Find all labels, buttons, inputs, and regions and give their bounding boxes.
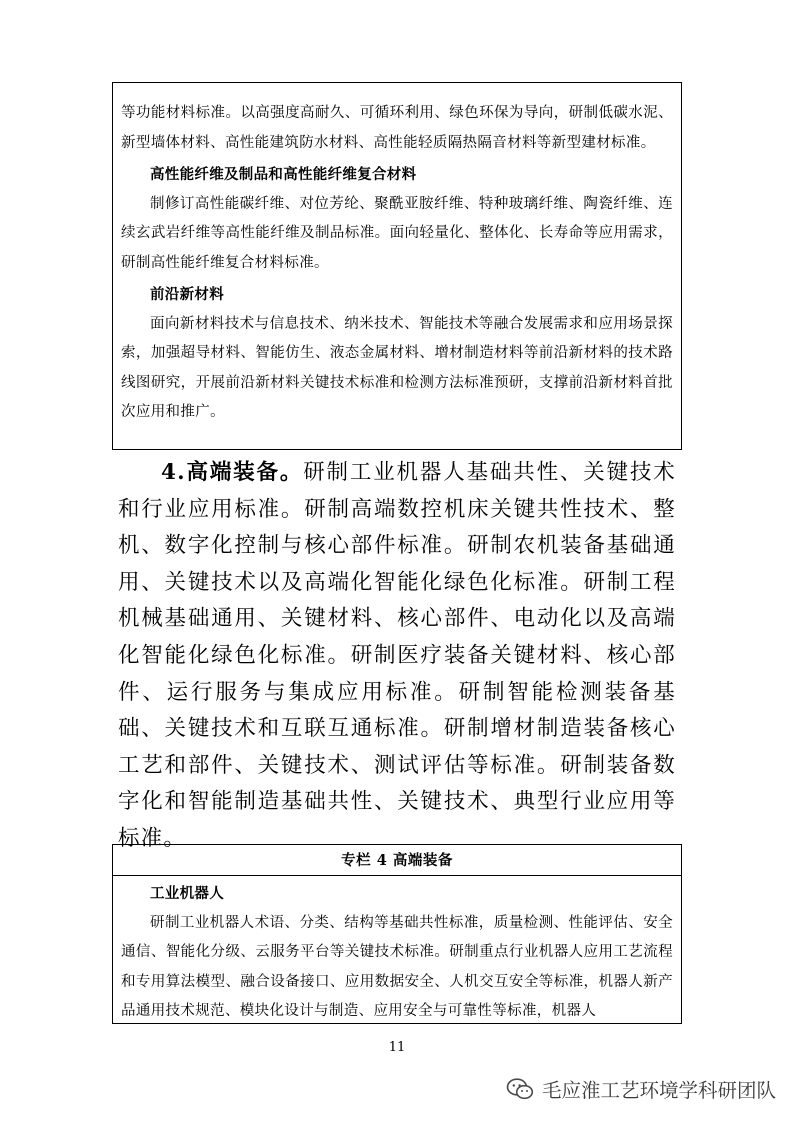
box1-paragraph-fiber: 制修订高性能碳纤维、对位芳纶、聚酰亚胺纤维、特种玻璃纤维、陶瓷纤维、连续玄武岩纤维等高性能纤维及制品标准。面向轻量化、整体化、长寿命等应用需求，研制高性能纤维复合材料标准。 — [121, 195, 673, 271]
column-box-continued — [112, 82, 682, 450]
box1-paragraph-1: 等功能材料标准。以高强度高耐久、可循环利用、绿色环保为导向，研制低碳水泥、新型墙体材料、高性能建筑防水材料、高性能轻质隔热隔音材料等新型建材标准。 — [121, 105, 673, 151]
box2-heading-robot: 工业机器人 — [150, 885, 224, 902]
watermark-text: 毛应淮工艺环境学科研团队 — [542, 1079, 777, 1102]
column-box-4 — [112, 844, 682, 1024]
watermark — [506, 1074, 776, 1104]
page-number: 11 — [388, 1040, 406, 1055]
box1-paragraph-frontier: 面向新材料技术与信息技术、纳米技术、智能技术等融合发展需求和应用场景探索，加强超导材料、智能仿生、液态金属材料、增材制造材料等前沿新材料的技术路线图研究，开展前沿新材料关键技术标准和检测方法标准预研，支撑前沿新材料首批次应用和推广。 — [121, 315, 673, 420]
section-lead: 4.高端装备。 — [161, 460, 304, 485]
section-text: 研制工业机器人基础共性、关键技术和行业应用标准。研制高端数控机床关键共性技术、整机、数字化控制与核心部件标准。研制农机装备基础通用、关键技术以及高端化智能化绿色化标准。研制工程机械基础通用、关键材料、核心部件、电动化以及高端化智能化绿色化标准。研制医疗装备关键材料、核心部件、运行服务与集成应用标准。研制智能检测装备基础、关键技术和互联互通标准。研制增材制造装备核心工艺和部件、关键技术、测试评估等标准。研制装备数字化和智能制造基础共性、关键技术、典型行业应用等标准。 — [118, 460, 676, 851]
box1-heading-frontier: 前沿新材料 — [150, 286, 224, 303]
box1-heading-fiber: 高性能纤维及制品和高性能纤维复合材料 — [150, 166, 417, 183]
box2-paragraph-robot: 研制工业机器人术语、分类、结构等基础共性标准，质量检测、性能评估、安全通信、智能化分级、云服务平台等关键技术标准。研制重点行业机器人应用工艺流程和专用算法模型、融合设备接口、应用数据安全、人机交互安全等标准，机器人新产品通用技术规范、模块化设计与制造、应用安全与可靠性等标准，机器人 — [121, 914, 673, 1019]
body-paragraph-high-end-equipment — [118, 455, 676, 858]
wechat-icon — [506, 1077, 534, 1101]
column-title: 专栏 4 高端装备 — [113, 845, 681, 876]
